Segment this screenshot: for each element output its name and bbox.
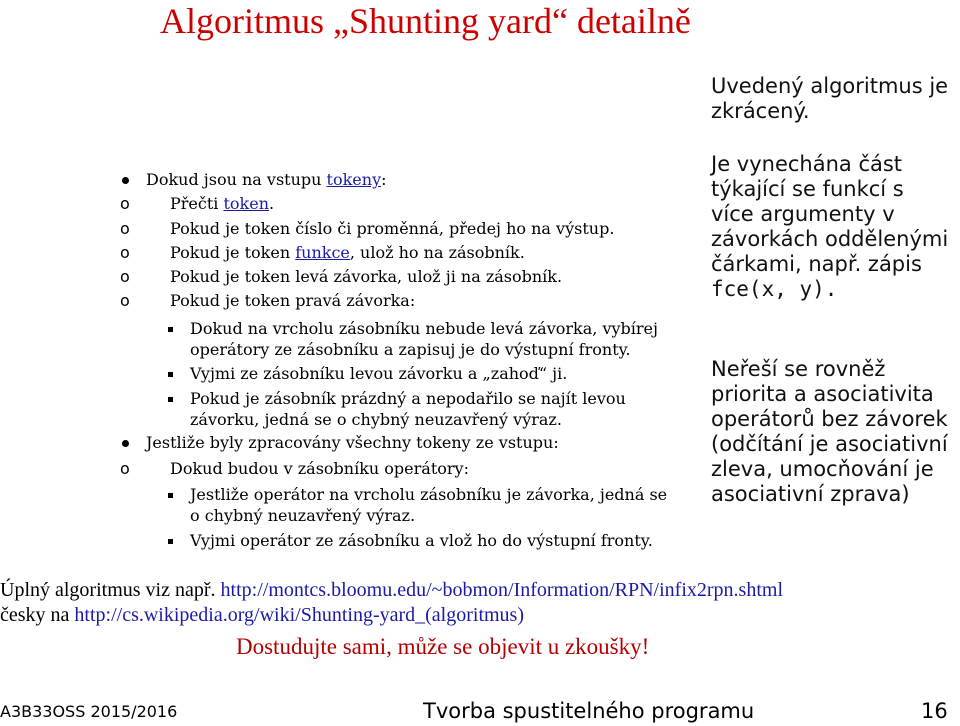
bullet-dot-icon [122, 177, 129, 184]
item-text: Přečti token. [170, 194, 275, 213]
note-functions: Je vynechána část týkající se funkcí s více argumenty v závorkách oddělenými čárkami, např. zápis fce(x, y). [711, 152, 949, 301]
code-example: fce(x, y). [711, 277, 838, 301]
square-bullet-icon [168, 327, 173, 332]
square-bullet-icon [168, 539, 173, 544]
footer-topic: Tvorba spustitelného programu [423, 699, 755, 723]
study-notice: Dostudujte sami, může se objevit u zkoušky! [236, 634, 650, 659]
item-text: Dokud budou v zásobníku operátory: [170, 459, 469, 478]
circle-bullet-icon: o [120, 219, 130, 238]
square-bullet-icon [168, 372, 173, 377]
circle-bullet-icon: o [120, 267, 130, 286]
link-tokeny[interactable]: tokeny [326, 170, 382, 189]
item-text-continued: závorku, jedná se o chybný neuzavřený výraz. [190, 410, 562, 429]
item-text: Jestliže byly zpracovány všechny tokeny ze vstupu: [146, 433, 559, 452]
full-algorithm-line: Úplný algoritmus viz např. http://montcs.bloomu.edu/~bobmon/Information/RPN/infix2rpn.shtml [0, 579, 784, 601]
footer-course: A3B33OSS 2015/2016 [0, 702, 178, 721]
item-text: Pokud je token funkce, ulož ho na zásobník. [170, 243, 525, 262]
page-number: 16 [921, 699, 948, 723]
item-text: Pokud je token číslo či proměnná, předej ho na výstup. [170, 219, 615, 238]
item-text: Dokud na vrcholu zásobníku nebude levá závorka, vybírej [190, 319, 658, 338]
circle-bullet-icon: o [120, 459, 130, 478]
link-czech-wiki[interactable]: http://cs.wikipedia.org/wiki/Shunting-yard_(algoritmus) [74, 604, 525, 626]
czech-wiki-line: česky na http://cs.wikipedia.org/wiki/Shunting-yard_(algoritmus) [0, 604, 525, 626]
link-token[interactable]: token [223, 194, 270, 213]
square-bullet-icon [168, 493, 173, 498]
item-text: Pokud je zásobník prázdný a nepodařilo se najít levou [190, 389, 626, 408]
slide-title: Algoritmus „Shunting yard“ detailně [160, 1, 691, 41]
bullet-dot-icon [122, 440, 129, 447]
item-text: Dokud jsou na vstupu tokeny: [146, 170, 387, 189]
circle-bullet-icon: o [120, 243, 130, 262]
item-text: Vyjmi operátor ze zásobníku a vlož ho do výstupní fronty. [190, 531, 653, 550]
link-full-algorithm[interactable]: http://montcs.bloomu.edu/~bobmon/Information/RPN/infix2rpn.shtml [220, 579, 784, 601]
item-text: Vyjmi ze zásobníku levou závorku a „zahoď“ ji. [190, 364, 568, 383]
circle-bullet-icon: o [120, 291, 130, 310]
item-text: Pokud je token pravá závorka: [170, 291, 416, 310]
circle-bullet-icon: o [120, 194, 130, 213]
square-bullet-icon [168, 397, 173, 402]
note-abbreviated: Uvedený algoritmus je zkrácený. [711, 74, 949, 123]
item-text-continued: o chybný neuzavřený výraz. [190, 506, 416, 525]
item-text-continued: operátory ze zásobníku a zapisuj je do výstupní fronty. [190, 340, 631, 359]
link-funkce[interactable]: funkce [295, 243, 350, 262]
item-text: Pokud je token levá závorka, ulož ji na zásobník. [170, 267, 563, 286]
item-text: Jestliže operátor na vrcholu zásobníku je závorka, jedná se [190, 485, 668, 504]
note-precedence: Neřeší se rovněž priorita a asociativita operátorů bez závorek (odčítání je asociativní zleva, umocňování je asociativní zprava) [711, 357, 948, 506]
